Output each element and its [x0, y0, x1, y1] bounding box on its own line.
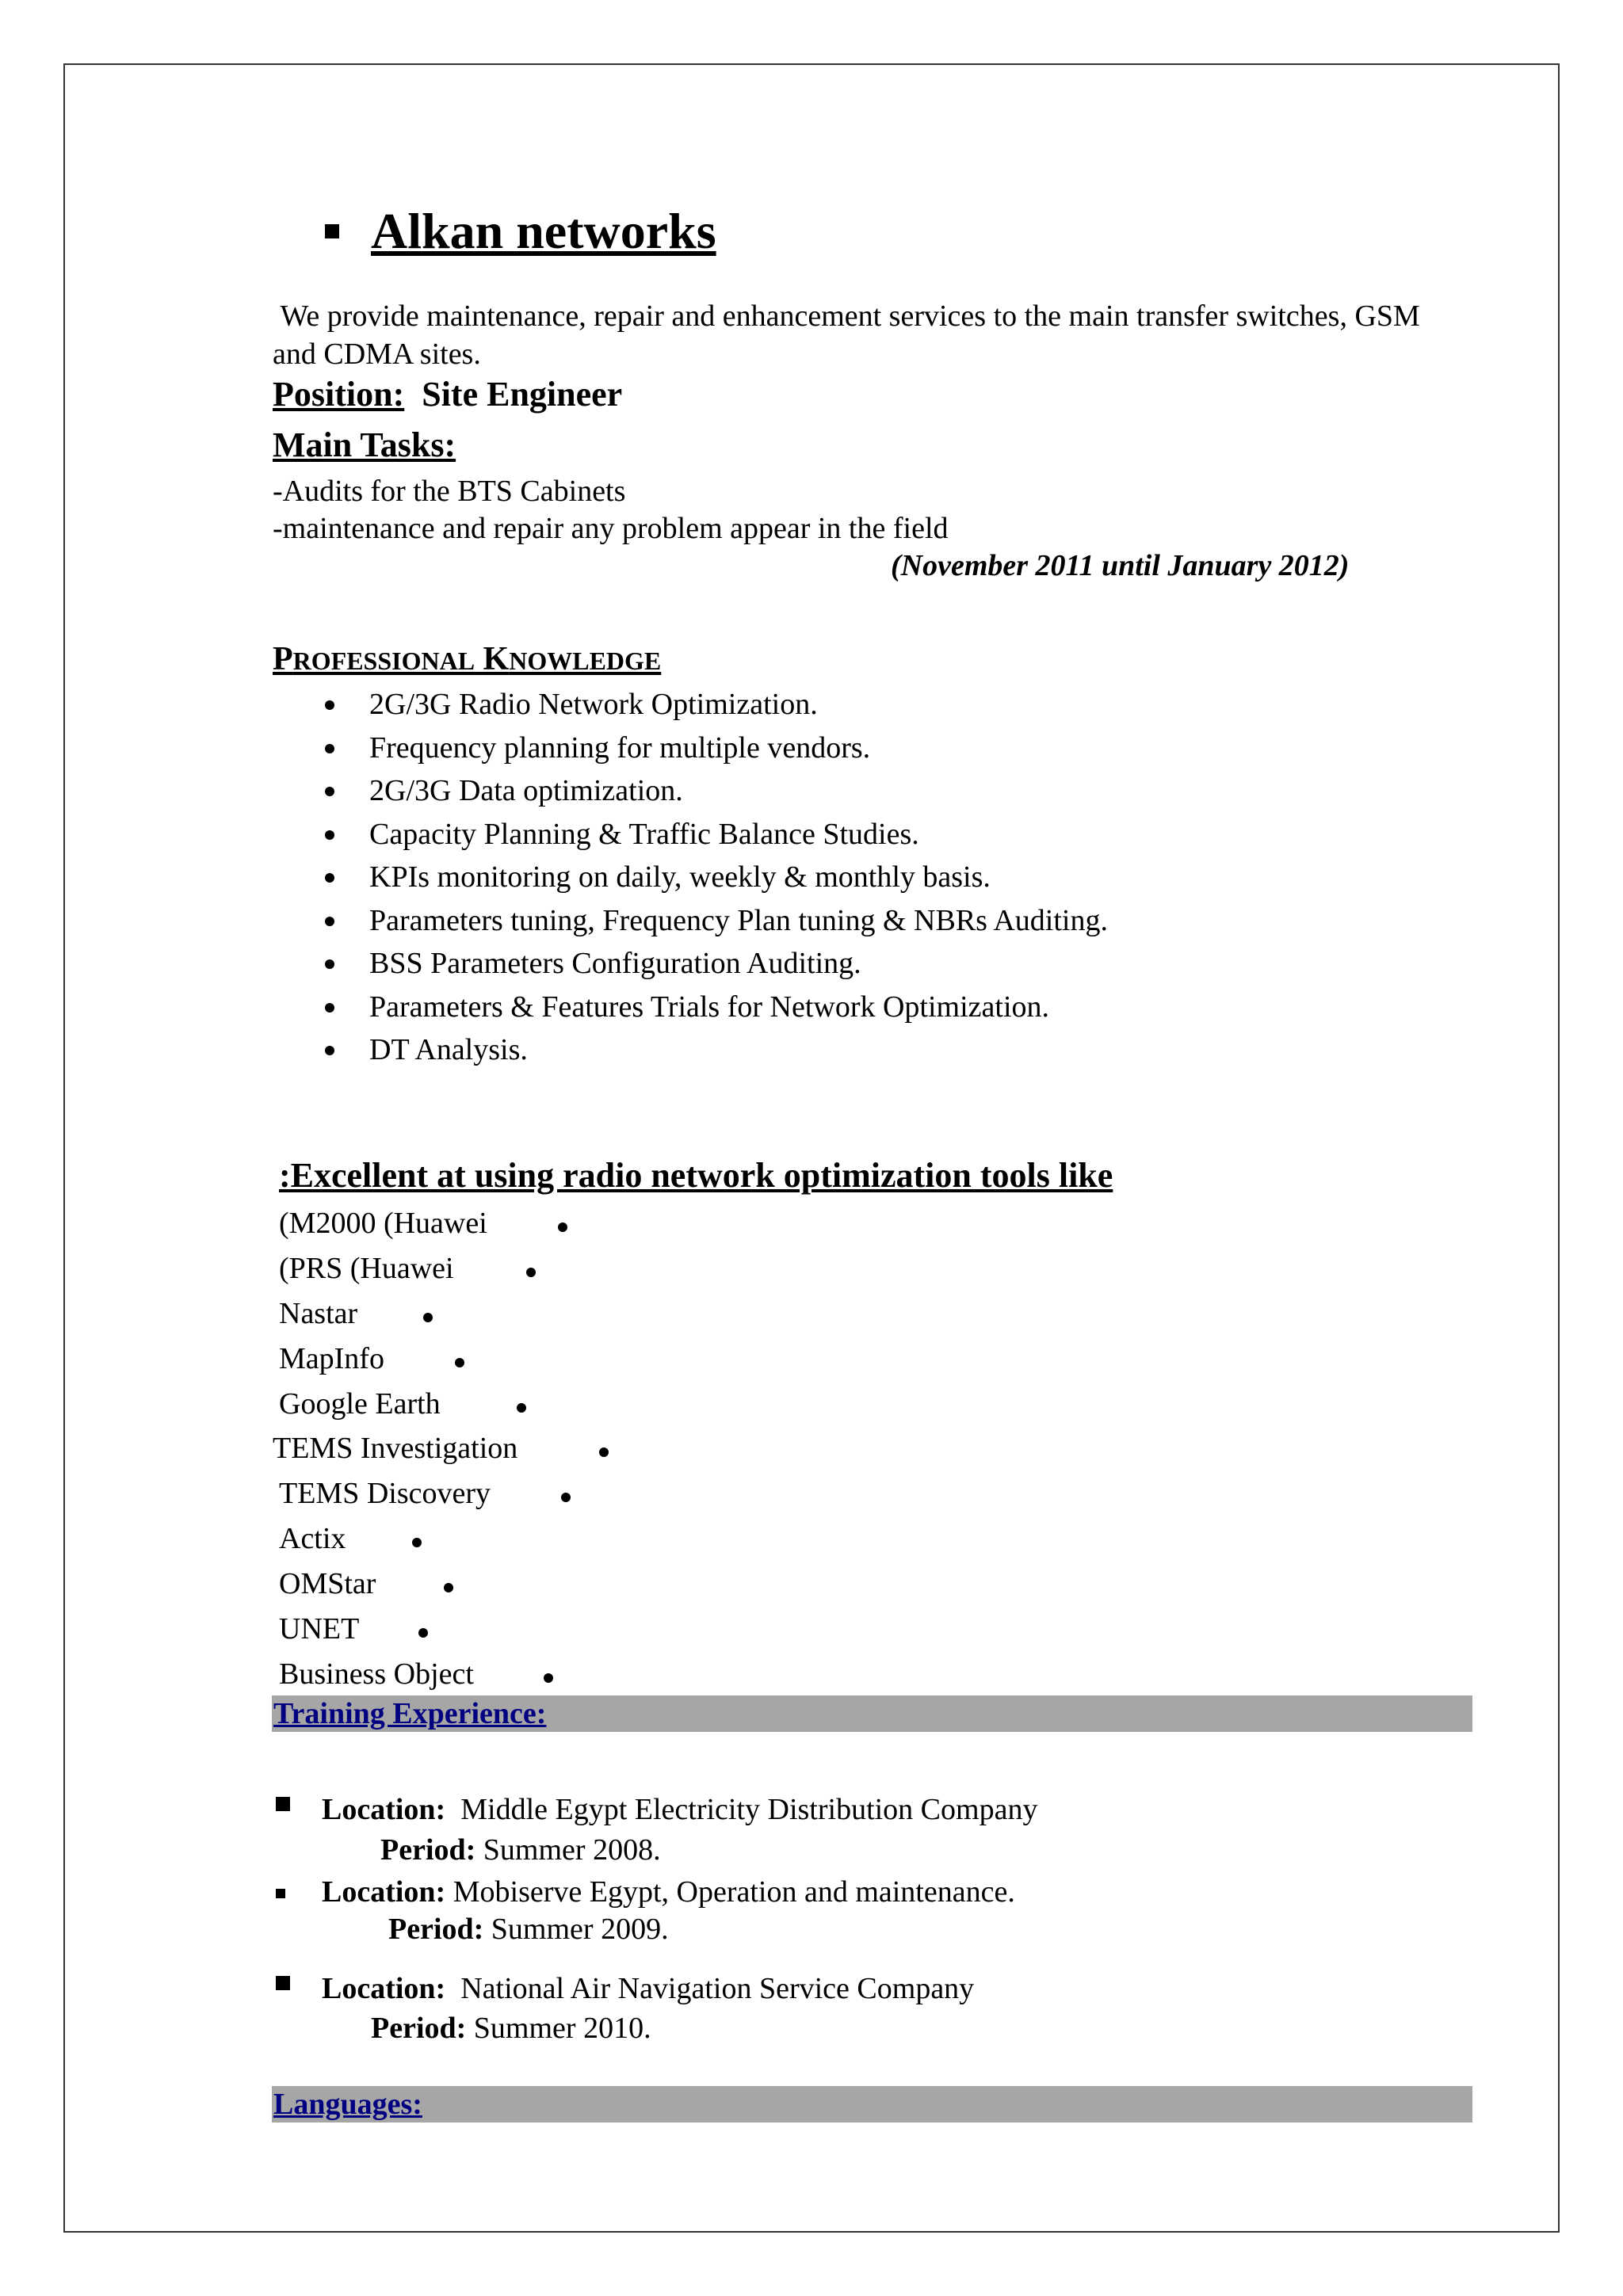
bullet-icon [325, 1003, 334, 1013]
tool-item: Nastar [279, 1297, 358, 1330]
list-item: Parameters tuning, Frequency Plan tuning & NBRs Auditing. [325, 899, 1108, 943]
bullet-icon [455, 1358, 464, 1367]
tool-item: Business Object [279, 1657, 474, 1691]
list-item: BSS Parameters Configuration Auditing. [325, 942, 1108, 986]
bullet-icon [558, 1222, 567, 1232]
training-period: Period: Summer 2009. [388, 1913, 669, 1946]
tool-item: TEMS Investigation [273, 1432, 518, 1465]
bullet-icon [325, 830, 334, 840]
bullet-icon [526, 1268, 536, 1277]
training-section-bar [272, 1695, 1472, 1732]
square-bullet-icon [325, 224, 339, 238]
tool-item: Google Earth [279, 1387, 441, 1421]
professional-knowledge-heading: PROFESSIONAL KNOWLEDGE [273, 641, 662, 677]
training-period: Period: Summer 2008. [380, 1833, 661, 1867]
tools-heading: :Excellent at using radio network optimization tools like [279, 1156, 1113, 1195]
bullet-icon [412, 1538, 422, 1547]
bullet-icon [325, 744, 334, 753]
list-item: DT Analysis. [325, 1028, 1108, 1072]
bullet-icon [423, 1313, 433, 1322]
bullet-icon [418, 1628, 428, 1638]
bullet-icon [444, 1583, 453, 1592]
square-bullet-icon [276, 1797, 290, 1811]
training-location: Location: Mobiserve Egypt, Operation and maintenance. [322, 1875, 1015, 1909]
main-tasks-heading: Main Tasks: [273, 425, 456, 464]
bullet-icon [325, 1046, 334, 1055]
training-location: Location: National Air Navigation Service Company [322, 1972, 975, 2005]
tool-item: (PRS (Huawei [279, 1252, 454, 1285]
position-value: Site Engineer [422, 375, 623, 414]
bullet-icon [325, 959, 334, 969]
languages-heading: Languages: [273, 2088, 422, 2121]
bullet-icon [325, 700, 334, 710]
task-item: -maintenance and repair any problem appear in the field [273, 512, 949, 545]
tool-item: TEMS Discovery [279, 1477, 491, 1510]
training-location: Location: Middle Egypt Electricity Distribution Company [322, 1793, 1038, 1826]
square-bullet-icon [276, 1976, 290, 1990]
tool-item: (M2000 (Huawei [279, 1207, 487, 1240]
position-line [273, 374, 622, 414]
languages-section-bar [272, 2086, 1472, 2122]
bullet-icon [561, 1493, 571, 1502]
list-item: KPIs monitoring on daily, weekly & monthly basis. [325, 856, 1108, 899]
tool-item: UNET [279, 1612, 360, 1646]
professional-knowledge-list [325, 683, 1108, 1072]
tool-item: Actix [279, 1522, 346, 1555]
bullet-icon [544, 1673, 553, 1683]
bullet-icon [325, 873, 334, 883]
list-item: 2G/3G Data optimization. [325, 769, 1108, 813]
list-item: Parameters & Features Trials for Network Optimization. [325, 986, 1108, 1029]
training-heading: Training Experience: [273, 1697, 547, 1730]
bullet-icon [325, 787, 334, 796]
tool-item: MapInfo [279, 1342, 384, 1375]
bullet-icon [517, 1403, 526, 1413]
training-period: Period: Summer 2010. [371, 2012, 651, 2045]
bullet-icon [325, 917, 334, 926]
list-item: 2G/3G Radio Network Optimization. [325, 683, 1108, 727]
bullet-icon [599, 1447, 609, 1457]
company-description: We provide maintenance, repair and enhancement services to the main transfer switches, GSM and CDMA sites. [273, 299, 1420, 371]
list-item: Frequency planning for multiple vendors. [325, 727, 1108, 770]
list-item: Capacity Planning & Traffic Balance Studies. [325, 813, 1108, 856]
position-label: Position: [273, 375, 405, 414]
square-bullet-icon [276, 1889, 285, 1898]
tool-item: OMStar [279, 1567, 376, 1600]
company-name: Alkan networks [371, 203, 716, 259]
task-item: -Audits for the BTS Cabinets [273, 475, 626, 508]
employment-period: (November 2011 until January 2012) [891, 549, 1350, 582]
